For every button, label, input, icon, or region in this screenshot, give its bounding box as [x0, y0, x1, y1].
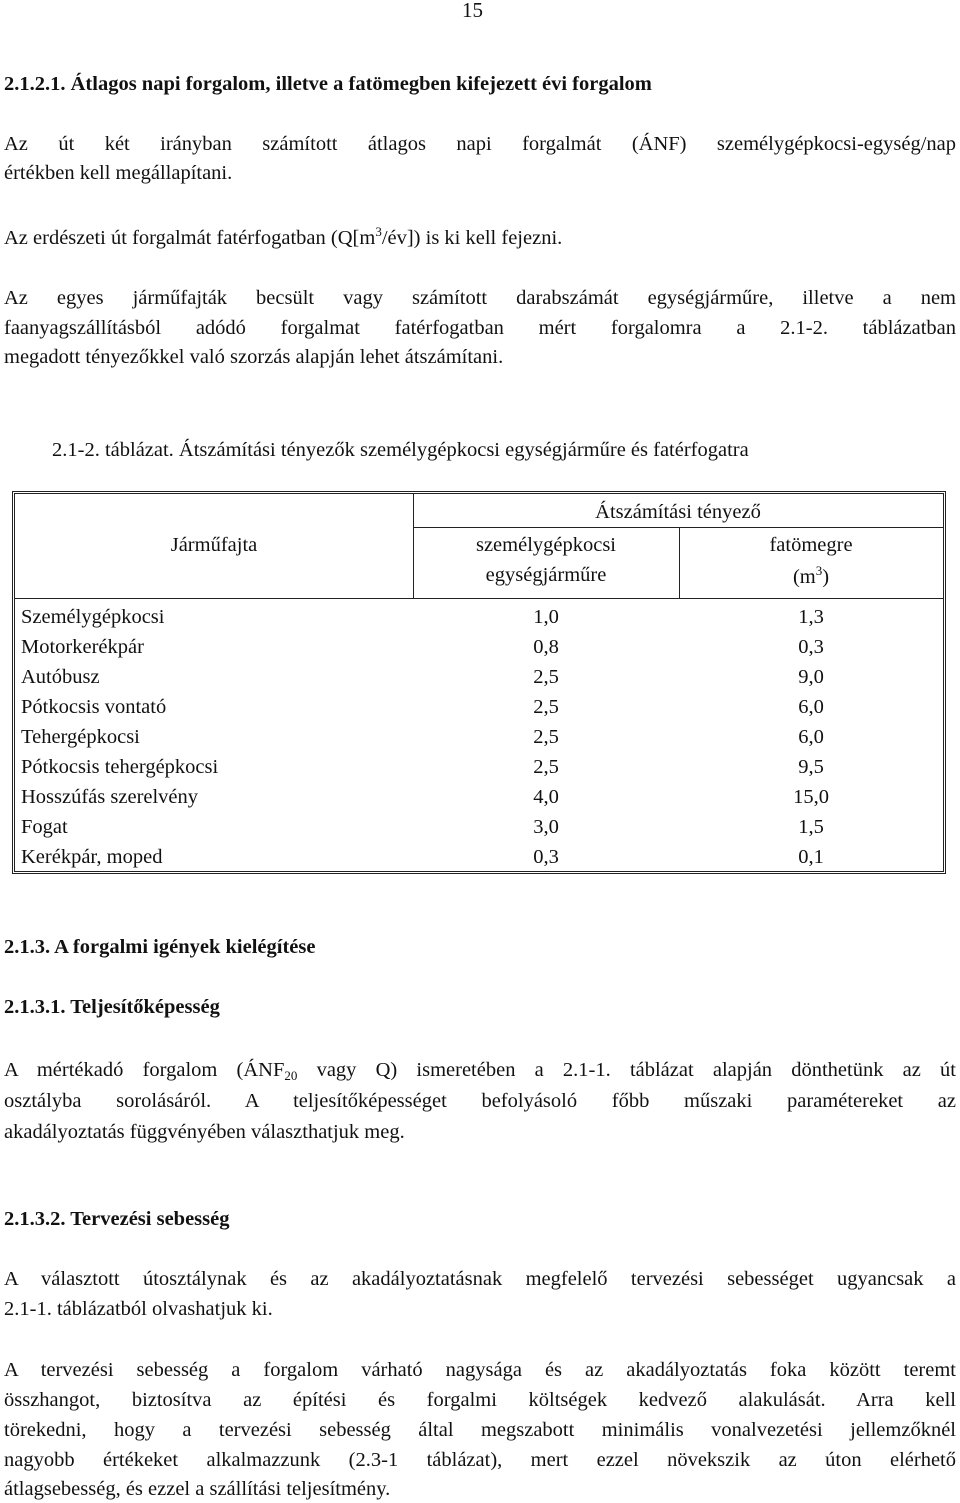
paragraph-text: /év]) is ki kell fejezni.	[381, 227, 563, 249]
table-cell-pce: 2,5	[533, 756, 559, 778]
table-cell-wood: 0,3	[798, 636, 824, 658]
paragraph-text: vagy Q) ismeretében a 2.1-1. táblázat alapján dönthetünk az út	[297, 1059, 956, 1081]
table-divider	[15, 598, 943, 599]
table-cell-vehicle: Kerékpár, moped	[21, 846, 163, 868]
paragraph-line: Az út két irányban számított átlagos napi forgalmát (ÁNF) személygépkocsi-egység/nap	[4, 133, 956, 155]
column-group-header: Átszámítási tényező	[595, 501, 761, 523]
table-cell-wood: 1,5	[798, 816, 824, 838]
paragraph-line: 2.1-1. táblázatból olvashatjuk ki.	[4, 1298, 273, 1320]
paragraph-line: A választott útosztálynak és az akadályoztatásnak megfelelő tervezési sebességet ugyancsak a	[4, 1268, 956, 1290]
paragraph-line: osztályba sorolásáról. A teljesítőképességet befolyásoló főbb műszaki paramétereket az	[4, 1090, 956, 1112]
paragraph-line: faanyagszállításból adódó forgalmat fatérfogatban mért forgalomra a 2.1-2. táblázatban	[4, 317, 956, 339]
paragraph-line: nagyobb értékeket alkalmazzunk (2.3-1 táblázat), mert ezzel növekszik az úton elérhető	[4, 1449, 956, 1471]
table-cell-vehicle: Pótkocsis vontató	[21, 696, 167, 718]
column-header-pce: személygépkocsi	[475, 534, 617, 556]
table-cell-wood: 15,0	[793, 786, 829, 808]
paragraph-line: akadályoztatás függvényében választhatjuk meg.	[4, 1121, 405, 1143]
table-cell-vehicle: Fogat	[21, 816, 68, 838]
table-cell-vehicle: Személygépkocsi	[21, 606, 165, 628]
paragraph-line: értékben kell megállapítani.	[4, 162, 233, 184]
table-cell-vehicle: Tehergépkocsi	[21, 726, 140, 748]
paragraph-line: megadott tényezőkkel való szorzás alapján lehet átszámítani.	[4, 346, 504, 368]
unit-text: )	[822, 566, 830, 588]
paragraph-line	[4, 1056, 956, 1084]
conversion-table	[12, 491, 946, 874]
table-cell-wood: 1,3	[798, 606, 824, 628]
paragraph-line: átlagsebesség, és ezzel a szállítási teljesítmény.	[4, 1478, 391, 1500]
table-cell-vehicle: Hosszúfás szerelvény	[21, 786, 199, 808]
table-cell-wood: 9,0	[798, 666, 824, 688]
table-cell-pce: 0,3	[533, 846, 559, 868]
table-cell-pce: 2,5	[533, 666, 559, 688]
column-header-pce: egységjárműre	[485, 564, 607, 586]
table-cell-wood: 6,0	[798, 696, 824, 718]
table-cell-pce: 2,5	[533, 726, 559, 748]
table-cell-pce: 3,0	[533, 816, 559, 838]
page-number: 15	[462, 0, 483, 22]
table-divider	[413, 527, 943, 528]
paragraph-line: A tervezési sebesség a forgalom várható nagysága és az akadályoztatás foka között teremt	[4, 1359, 956, 1381]
table-cell-vehicle: Autóbusz	[21, 666, 100, 688]
section-heading: 2.1.2.1. Átlagos napi forgalom, illetve a fatömegben kifejezett évi forgalom	[4, 73, 652, 95]
table-cell-vehicle: Motorkerékpár	[21, 636, 144, 658]
table-cell-pce: 4,0	[533, 786, 559, 808]
superscript: 3	[815, 563, 823, 578]
paragraph-line: törekedni, hogy a tervezési sebesség által megszabott minimális vonalvezetési jellemzőknél	[4, 1419, 956, 1441]
section-heading: 2.1.3.1. Teljesítőképesség	[4, 996, 220, 1018]
column-header-wood: fatömegre	[769, 534, 853, 556]
superscript: 3	[375, 224, 382, 239]
table-cell-vehicle: Pótkocsis tehergépkocsi	[21, 756, 219, 778]
table-cell-pce: 2,5	[533, 696, 559, 718]
unit-text: (m	[792, 566, 816, 588]
table-cell-wood: 0,1	[798, 846, 824, 868]
table-cell-pce: 1,0	[533, 606, 559, 628]
column-header-vehicle: Járműfajta	[170, 534, 258, 556]
section-heading: 2.1.3. A forgalmi igények kielégítése	[4, 936, 316, 958]
table-cell-wood: 6,0	[798, 726, 824, 748]
section-heading: 2.1.3.2. Tervezési sebesség	[4, 1208, 230, 1230]
paragraph-line: Az egyes járműfajták becsült vagy számított darabszámát egységjárműre, illetve a nem	[4, 287, 956, 309]
paragraph-text: A mértékadó forgalom (ÁNF	[4, 1059, 285, 1081]
paragraph-line: összhangot, biztosítva az építési és forgalmi költségek kedvező alakulását. Arra kell	[4, 1389, 956, 1411]
table-caption: 2.1-2. táblázat. Átszámítási tényezők személygépkocsi egységjárműre és fatérfogatra	[52, 439, 749, 461]
column-header-wood	[679, 562, 943, 592]
table-cell-pce: 0,8	[533, 636, 559, 658]
table-cell-wood: 9,5	[798, 756, 824, 778]
subscript: 20	[284, 1068, 298, 1083]
paragraph-text: Az erdészeti út forgalmát fatérfogatban (Q[m	[4, 227, 376, 249]
paragraph-line	[4, 224, 562, 252]
